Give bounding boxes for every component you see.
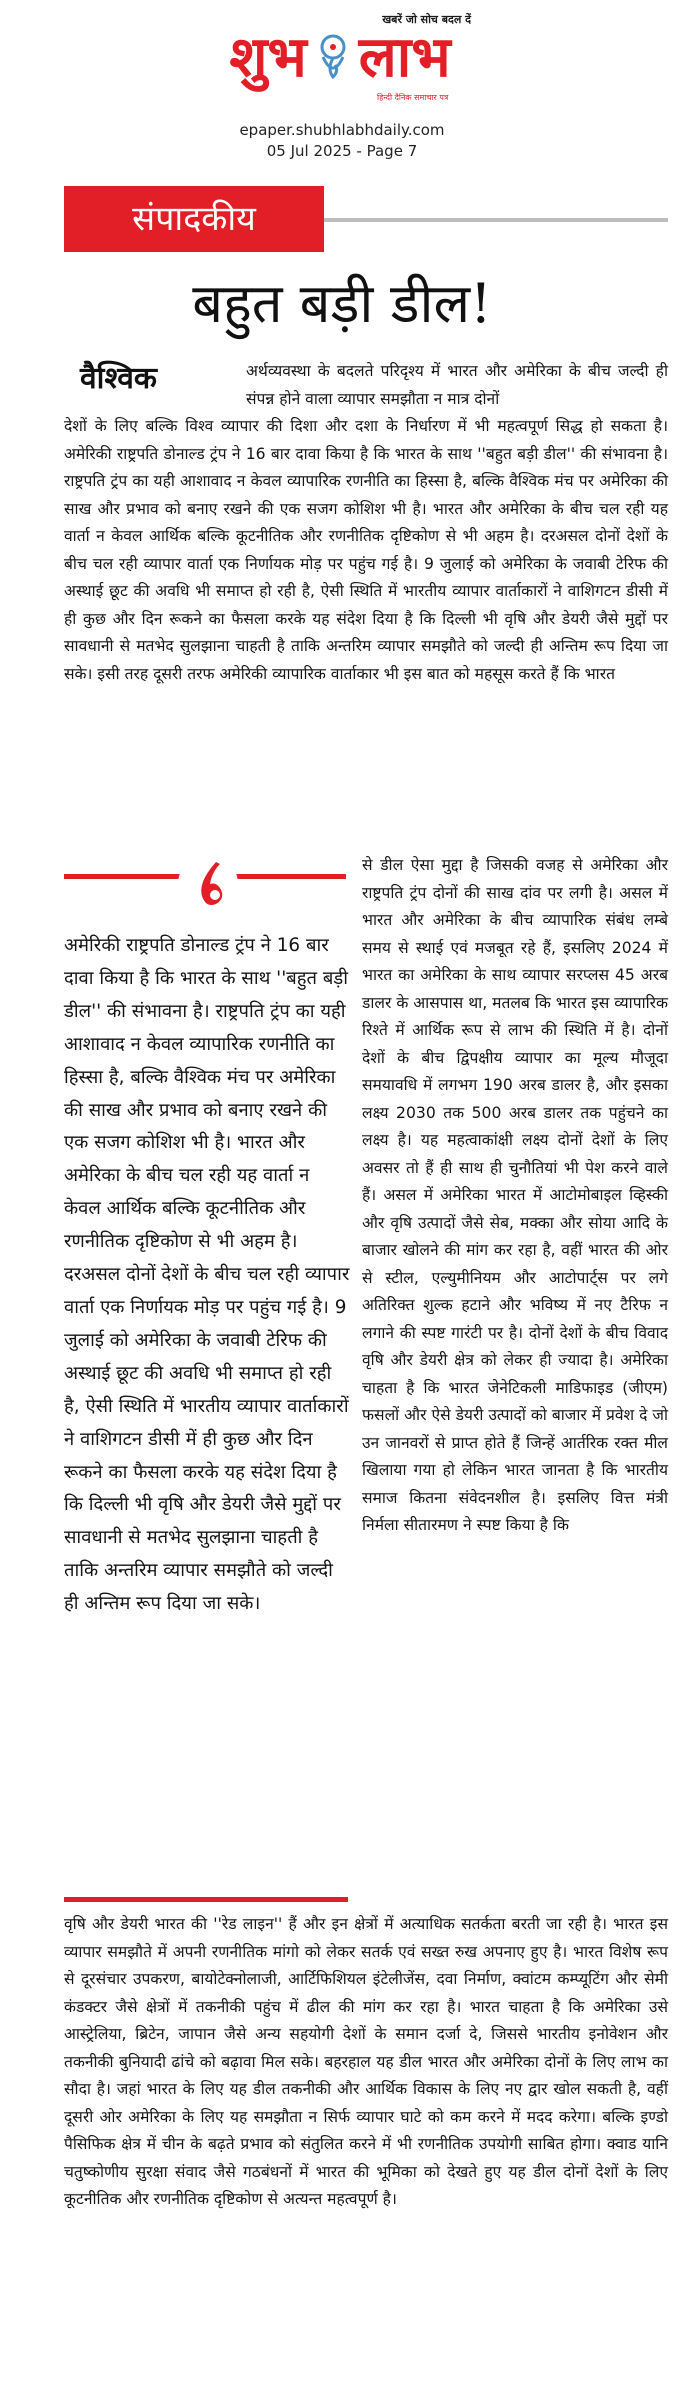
article-paragraph-3: वृषि और डेयरी भारत की ''रेड लाइन'' हैं और इन क्षेत्रों में अत्याधिक सतर्कता बरती जा रही है। भारत इस व्यापार समझौते में अपनी रणनीतिक मांगो को लेकर सतर्क एवं सख्त रुख अपनाए हुए है। भारत विशेष रूप से दूरसंचार उपकरण, बायोटेक्नोलाजी, आर्टिफिशियल इंटेलीजेंस, दवा निर्माण, क्वांटम कम्प्यूटिंग और सेमी कंडक्टर जैसे क्षेत्रों में तकनीकी पहुंच में ढील की मांग कर रहा है। भारत चाहता है कि अमेरिका उसे आस्ट्रेलिया, ब्रिटेन, जापान जैसे अन्य सहयोगी देशों के समान दर्जा दे, जिससे भारतीय इनोवेशन और तकनीकी बुनियादी ढांचे को बढ़ावा मिल सके। बहरहाल यह डील भारत और अमेरिका दोनों के लिए लाभ का सौदा है। जहां भारत के लिए यह डील तकनीकी और आर्थिक विकास के लिए नए द्वार खोल सकती है, वहीं दूसरी ओर अमेरिका के लिए यह समझौता न सिर्फ व्यापार घाटे को कम करने में मदद करेगा। बल्कि इण्डो पैसिफिक क्षेत्र में चीन के बढ़ते प्रभाव को संतुलित करने में भी रणनीतिक उपयोगी साबित होगा। क्वाड यानि चतुष्कोणीय सुरक्षा संवाद जैसे गठबंधनों में भारत की भूमिका को देखते हुए यह डील दोनों देशों के लिए कूटनीतिक और रणनीतिक दृष्टिकोण से अत्यन्त महत्वपूर्ण है। — [64, 1915, 668, 2208]
article-lead-text: अर्थव्यवस्था के बदलते परिदृश्य में भारत और अमेरिका के बीच जल्दी ही संपन्न होने वाला व्यापार समझौता न मात्र दोनों — [246, 362, 668, 408]
epaper-url: epaper.shubhlabhdaily.com — [239, 121, 445, 139]
pull-quote-text: अमेरिकी राष्ट्रपति डोनाल्ड ट्रंप ने 16 बार दावा किया है कि भारत के साथ ''बहुत बड़ी डील'' की संभावना है। राष्ट्रपति ट्रंप का यही आशावाद न केवल व्यापारिक रणनीति का हिस्सा है, बल्कि वैश्विक मंच पर अमेरिका की साख और प्रभाव को बनाए रखने की एक सजग कोशिश भी है। भारत और अमेरिका के बीच चल रही यह वार्ता न केवल आर्थिक बल्कि कूटनीतिक और रणनीतिक दृष्टिकोण से भी अहम है। दरअसल दोनों देशों के बीच चल रही व्यापार वार्ता एक निर्णायक मोड़ पर पहुंच गई है। 9 जुलाई को अमेरिका के जवाबी टेरिफ की अस्थाई छूट की अवधि भी समाप्त हो रही है, ऐसी स्थिति में भारतीय व्यापार वार्ताकारों ने वाशिगटन डीसी में ही कुछ और दिन रूकने का फैसला करके यह संदेश दिया है कि दिल्ली भी वृषि और डेयरी जैसे मुद्दों पर सावधानी से मतभेद सुलझाना चाहती है ताकि अन्तरिम व्यापार समझौते को जल्दी ही अन्तिम रूप दिया जा सके। — [64, 935, 350, 1615]
ganesha-emblem-icon — [311, 31, 355, 83]
logo-word-right: लाभ — [358, 24, 451, 90]
masthead — [195, 8, 485, 114]
article-paragraph-2: से डील ऐसा मुद्दा है जिसकी वजह से अमेरिका और राष्ट्रपति ट्रंप दोनों की साख दांव पर लगी है। असल में भारत और अमेरिका के बीच व्यापारिक संबंध लम्बे समय से स्थाई एवं मजबूत रहे हैं, इसलिए 2024 में भारत का अमेरिका के साथ व्यापार सरप्लस 45 अरब डालर के आसपास था, मतलब कि भारत इस व्यापारिक रिश्ते में आर्थिक रूप से लाभ की स्थिति में है। दोनों देशों के बीच द्विपक्षीय व्यापार का मूल्य मौजूदा समयावधि में लगभग 190 अरब डालर है, और इसका लक्ष्य 2030 तक 500 अरब डालर तक पहुंचने का लक्ष्य है। यह महत्वाकांक्षी लक्ष्य दोनों देशों के लिए अवसर तो हैं ही साथ ही चुनौतियां भी पेश करने वाले हैं। असल में अमेरिका भारत में आटोमोबाइल व्हिस्की और वृषि उत्पादों जैसे सेब, मक्का और सोया आदि के बाजार खोलने की मांग कर रहा है, वहीं भारत की ओर से स्टील, एल्युमीनियम और आटोपार्ट्स पर लगे अतिरिक्त शुल्क हटाने और भविष्य में नए टैरिफ न लगाने की स्पष्ट गारंटी पर है। दोनों देशों के बीच विवाद वृषि और डेयरी क्षेत्र को लेकर ही ज्यादा है। अमेरिका चाहता है कि भारत जेनेटिकली माडिफाइड (जीएम) फसलों और ऐसे डेयरी उत्पादों को बाजार में प्रवेश दे जो उन जानवरों से प्राप्त होते हैं जिन्हें आर्तरिक रक्त मील खिलाया गया हो लेकिन भारत जानता है कि भारतीय समाज कितना संवेदनशील है। इसलिए वित्त मंत्री निर्मला सीतारमण ने स्पष्ट किया है कि — [362, 856, 668, 1534]
newspaper-logo — [195, 22, 485, 92]
pull-quote-rule-bottom — [64, 1897, 348, 1902]
logo-word-left: शुभ — [229, 24, 307, 90]
article-kicker: वैश्विक — [80, 361, 157, 396]
section-divider — [324, 218, 668, 222]
masthead-tagline: खबरें जो सोच बदल दें — [382, 13, 471, 26]
section-label: संपादकीय — [132, 199, 256, 239]
article-paragraph-1: देशों के लिए बल्कि विश्व व्यापार की दिशा और दशा के निर्धारण में भी महत्वपूर्ण सिद्ध हो सकता है। अमेरिकी राष्ट्रपति डोनाल्ड ट्रंप ने 16 बार दावा किया है कि भारत के साथ ''बहुत बड़ी डील'' की संभावना है। राष्ट्रपति ट्रंप का यही आशावाद न केवल व्यापारिक रणनीति का हिस्सा है, बल्कि वैश्विक मंच पर अमेरिका की साख और प्रभाव को बनाए रखने की एक सजग कोशिश भी है। भारत और अमेरिका के बीच चल रही यह वार्ता न केवल आर्थिक बल्कि कूटनीतिक और रणनीतिक दृष्टिकोण से भी अहम है। दरअसल दोनों देशों के बीच चल रही व्यापार वार्ता एक निर्णायक मोड़ पर पहुंच गई है। 9 जुलाई को अमेरिका के जवाबी टेरिफ की अस्थाई छूट की अवधि भी समाप्त हो रही है, ऐसी स्थिति में भारतीय व्यापार वार्ताकारों ने वाशिगटन डीसी में ही कुछ और दिन रूकने का फैसला करके यह संदेश दिया है कि दिल्ली भी वृषि और डेयरी जैसे मुद्दों पर सावधानी से मतभेद सुलझाना चाहती है ताकि अन्तरिम व्यापार समझौते को जल्दी ही अन्तिम रूप दिया जा सके। इसी तरह दूसरी तरफ अमेरिकी व्यापारिक वार्ताकार भी इस बात को महसूस करते हैं कि भारत — [64, 417, 668, 683]
masthead-sub-tagline: हिन्दी दैनिक समाचार पत्र — [377, 93, 449, 102]
edition-date: 05 Jul 2025 - Page 7 — [266, 142, 418, 160]
article-headline: बहुत बड़ी डील! — [192, 272, 492, 335]
quote-mark-icon — [176, 852, 240, 916]
